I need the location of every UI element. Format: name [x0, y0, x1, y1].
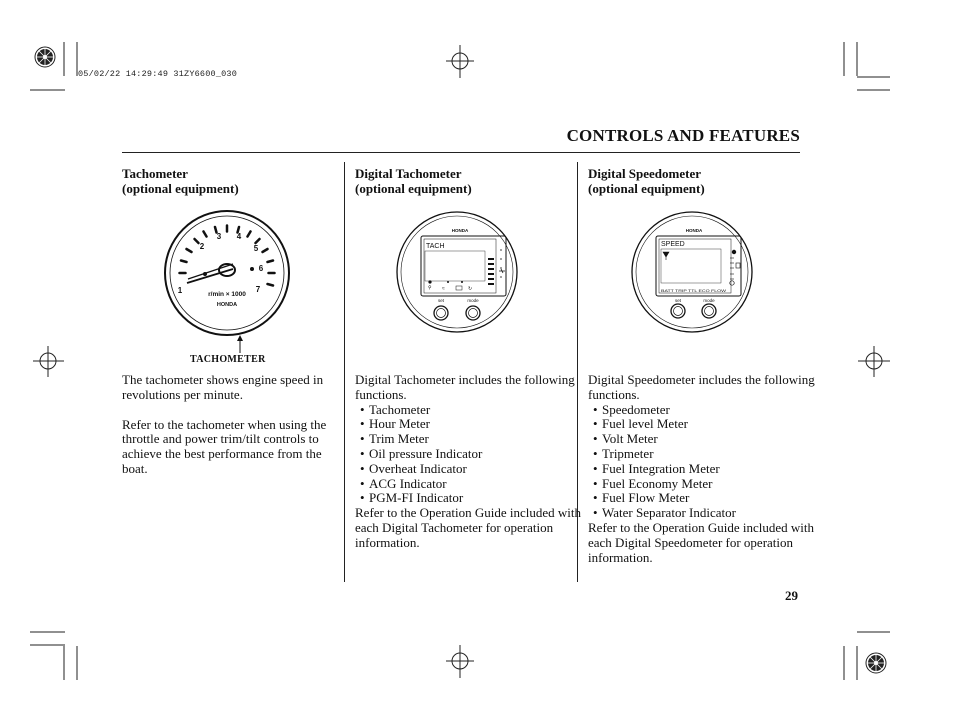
list-item: • Volt Meter: [593, 431, 658, 447]
registration-target-bottom-right: [866, 653, 886, 673]
brand-logo: HONDA: [451, 228, 469, 233]
intro-text: Digital Tachometer includes the following functions.: [355, 372, 575, 402]
dial-number: 2: [199, 242, 205, 251]
list-item: • Water Separator Indicator: [593, 505, 736, 521]
set-button[interactable]: [434, 306, 448, 320]
section-heading: Tachometer (optional equipment): [122, 166, 239, 196]
list-item: • Fuel Integration Meter: [593, 460, 720, 476]
outro-text: Refer to the Operation Guide included with each Digital Speedometer for operation information.: [588, 519, 814, 565]
unit-label: r/min × 1000: [208, 291, 246, 298]
header-rule: [122, 152, 800, 153]
body-paragraph: The tachometer shows engine speed in revolutions per minute.: [122, 372, 324, 402]
digital-speedometer-body: [588, 373, 818, 565]
set-button-label: set: [437, 298, 445, 303]
dial-number: 1: [177, 286, 183, 295]
list-item: • Fuel Flow Meter: [593, 490, 690, 506]
pgmfi-icon: ↻: [468, 286, 473, 292]
list-item: • Hour Meter: [360, 416, 431, 432]
body-paragraph: Refer to the tachometer when using the throttle and power trim/tilt controls to achieve the best performance from the boat.: [122, 416, 327, 476]
intro-text: Digital Speedometer includes the following functions.: [588, 372, 815, 402]
brand-logo: HONDA: [685, 228, 703, 233]
tachometer-body: [122, 373, 332, 477]
dial-number: 7: [255, 285, 261, 294]
figure-caption: TACHOMETER: [190, 354, 266, 365]
list-item: • Trim Meter: [360, 431, 429, 447]
analog-tachometer-illustration: [160, 210, 295, 355]
column-divider: [344, 162, 345, 582]
list-item: • Tripmeter: [593, 445, 654, 461]
fuel-pump-icon: [736, 263, 740, 268]
display-label: SPEED: [661, 241, 685, 248]
digital-speedometer-section: [588, 166, 818, 196]
section-heading: Digital Tachometer (optional equipment): [355, 166, 472, 196]
list-item: • Fuel Economy Meter: [593, 475, 713, 491]
digital-tachometer-body: [355, 373, 585, 551]
print-stamp: 05/02/22 14:29:49 31ZY6600_030: [78, 69, 238, 79]
list-item: • Speedometer: [593, 401, 670, 417]
list-item: • PGM-FI Indicator: [360, 490, 464, 506]
oil-icon: ⚲: [428, 285, 432, 291]
registration-target-top-left: [35, 47, 55, 67]
list-item: • ACG Indicator: [360, 475, 447, 491]
mode-button[interactable]: [466, 306, 480, 320]
list-item: • Fuel level Meter: [593, 416, 688, 432]
digital-speedometer-illustration: [630, 210, 755, 335]
tachometer-section: [122, 166, 352, 196]
set-button-label: set: [674, 298, 682, 303]
function-list: [588, 403, 818, 521]
dial-number: 6: [258, 264, 264, 273]
outro-text: Refer to the Operation Guide included with each Digital Tachometer for operation information.: [355, 505, 581, 550]
mode-button-label: mode: [703, 298, 715, 303]
list-item: • Oil pressure Indicator: [360, 445, 483, 461]
display-label: TACH: [426, 243, 445, 250]
digital-tachometer-section: [355, 166, 585, 196]
digital-tachometer-illustration: [395, 210, 520, 335]
list-item: • Tachometer: [360, 401, 431, 417]
dial-number: 5: [253, 244, 259, 253]
mode-button-label: mode: [467, 298, 479, 303]
brand-logo: HONDA: [216, 302, 238, 308]
status-row: BATT TRIP TTL ECO FLOW: [661, 288, 727, 293]
temp-icon: ≈: [442, 286, 445, 292]
set-button[interactable]: [671, 304, 685, 318]
dial-number: 3: [216, 232, 222, 241]
section-title: CONTROLS AND FEATURES: [566, 126, 800, 145]
mode-button[interactable]: [702, 304, 716, 318]
section-heading: Digital Speedometer (optional equipment): [588, 166, 705, 196]
page-number: 29: [785, 588, 798, 603]
water-separator-icon: [663, 252, 669, 260]
dial-number: 4: [236, 232, 242, 241]
list-item: • Overheat Indicator: [360, 460, 467, 476]
function-list: [355, 403, 585, 507]
